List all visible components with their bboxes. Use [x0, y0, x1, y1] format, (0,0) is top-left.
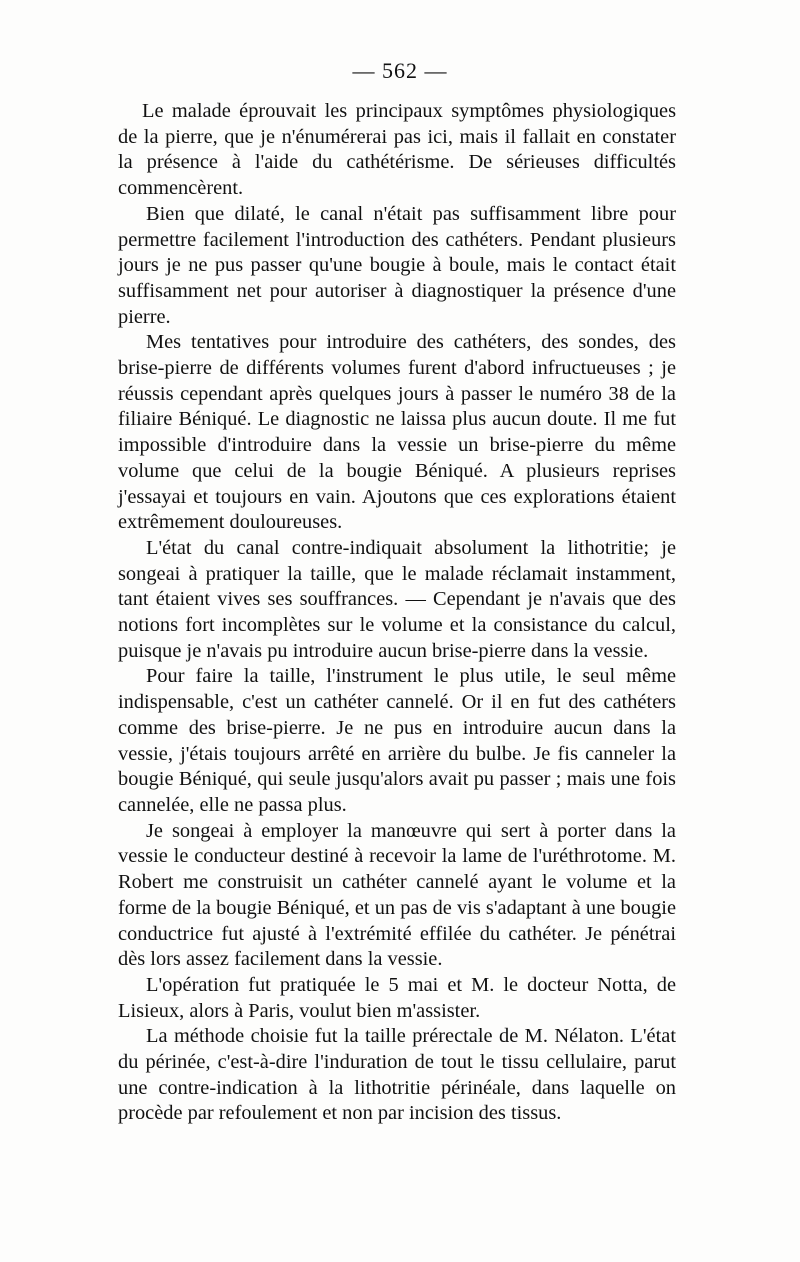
paragraph-7: L'opération fut pratiquée le 5 mai et M. le docteur Notta, de Lisieux, alors à Paris, voulut bien m'assister.	[118, 973, 676, 1022]
paragraph-5: Pour faire la taille, l'instrument le plus utile, le seul même indispensable, c'est un cathéter cannelé. Or il en fut des cathéters comme des brise-pierre. Je ne pus en introduire aucun dans la vessie, j'étais toujours arrêté en arrière du bulbe. Je fis canneler la bougie Béniqué, qui seule jusqu'alors avait pu passer ; mais une fois cannelée, elle ne passa plus.	[118, 665, 676, 816]
paragraph-4: L'état du canal contre-indiquait absolument la lithotritie; je songeai à pratiquer la taille, que le malade réclamait instamment, tant étaient vives ses souffrances. — Cependant je n'avais que des notions fort incomplètes sur le volume et la consistance du calcul, puisque je n'avais pu introduire aucun brise-pierre dans la vessie.	[118, 536, 676, 662]
paragraph-1: Le malade éprouvait les principaux symptômes physiologiques de la pierre, que je n'énumérerai pas ici, mais il fallait en constater la présence à l'aide du cathétérisme. De sérieuses difficultés commencèrent.	[118, 100, 676, 200]
paragraph-2: Bien que dilaté, le canal n'était pas suffisamment libre pour permettre facilement l'introduction des cathéters. Pendant plusieurs jours je ne pus passer qu'une bougie à boule, mais le contact était suffisamment net pour autoriser à diagnostiquer la présence d'une pierre.	[118, 202, 676, 328]
page-number: — 562 —	[352, 58, 448, 83]
paragraph-8: La méthode choisie fut la taille prérectale de M. Nélaton. L'état du périnée, c'est-à-dire l'induration de tout le tissu cellulaire, parut une contre-indication à la lithotritie périnéale, dans laquelle on procède par refoulement et non par incision des tissus.	[118, 1025, 676, 1125]
paragraph-3: Mes tentatives pour introduire des cathéters, des sondes, des brise-pierre de différents volumes furent d'abord infructueuses ; je réussis cependant après quelques jours à passer le numéro 38 de la filiaire Béniqué. Le diagnostic ne laissa plus aucun doute. Il me fut impossible d'introduire dans la vessie un brise-pierre du même volume que celui de la bougie Béniqué. A plusieurs reprises j'essayai et toujours en vain. Ajoutons que ces explorations étaient extrêmement douloureuses.	[118, 331, 676, 534]
paragraph-6: Je songeai à employer la manœuvre qui sert à porter dans la vessie le conducteur destiné à recevoir la lame de l'uréthrotome. M. Robert me construisit un cathéter cannelé ayant le volume et la forme de la bougie Béniqué, et un pas de vis s'adaptant à une bougie conductrice fut ajusté à l'extrémité effilée du cathéter. Je pénétrai dès lors assez facilement dans la vessie.	[118, 819, 676, 971]
body-text	[118, 99, 676, 1127]
